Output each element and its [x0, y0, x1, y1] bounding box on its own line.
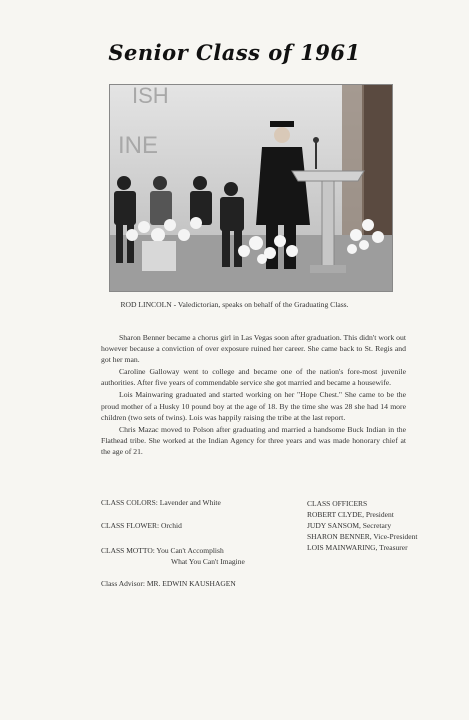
- class-flower: CLASS FLOWER: Orchid: [101, 521, 182, 530]
- sign-fragment-top: ISH: [132, 85, 169, 108]
- class-colors: CLASS COLORS: Lavender and White: [101, 498, 221, 507]
- officers-heading: CLASS OFFICERS: [307, 499, 368, 508]
- sign-fragment-bottom: INE: [118, 132, 159, 159]
- class-officers: [307, 498, 417, 553]
- photo-caption: ROD LINCOLN - Valedictorian, speaks on behalf of the Graduating Class.: [120, 300, 349, 309]
- officer-entry: SHARON BENNER, Vice-President: [307, 532, 418, 541]
- class-prophecy-text: [101, 332, 406, 458]
- story-paragraph: Sharon Benner became a chorus girl in Las Vegas soon after graduation. This didn't work out however because a conviction of over exposure ruined her career. She came back to St. Regis and got her man.: [101, 333, 406, 365]
- class-motto-line-2: What You Can't Imagine: [171, 557, 245, 566]
- class-advisor: Class Advisor: MR. EDWIN KAUSHAGEN: [101, 579, 236, 588]
- story-paragraph: Lois Mainwaring graduated and started working on her "Hope Chest." She came to be the proud mother of a Husky 10 pound boy at the age of 18. By the time she was 28 she had 14 more children (two sets of twins). Lois was happily raising the tribe at the last report.: [101, 390, 406, 422]
- class-motto-line-1: CLASS MOTTO: You Can't Accomplish: [101, 546, 224, 555]
- story-paragraph: Caroline Galloway went to college and became one of the nation's fore-most juvenile authorities. After five years of commendable service she got married and became a housewife.: [101, 367, 406, 388]
- photo-illustration: [110, 85, 392, 291]
- valedictorian-photo: [109, 84, 393, 292]
- officer-entry: ROBERT CLYDE, President: [307, 510, 394, 519]
- page-title: Senior Class of 1961: [108, 40, 361, 65]
- story-paragraph: Chris Mazac moved to Polson after graduating and married a handsome Buck Indian in the Flathead tribe. She worked at the Indian Agency for three years and was made honorary chief at the age of 21.: [101, 424, 406, 456]
- officer-entry: JUDY SANSOM, Secretary: [307, 521, 392, 530]
- officer-entry: LOIS MAINWARING, Treasurer: [307, 543, 408, 552]
- class-motto: [101, 545, 245, 567]
